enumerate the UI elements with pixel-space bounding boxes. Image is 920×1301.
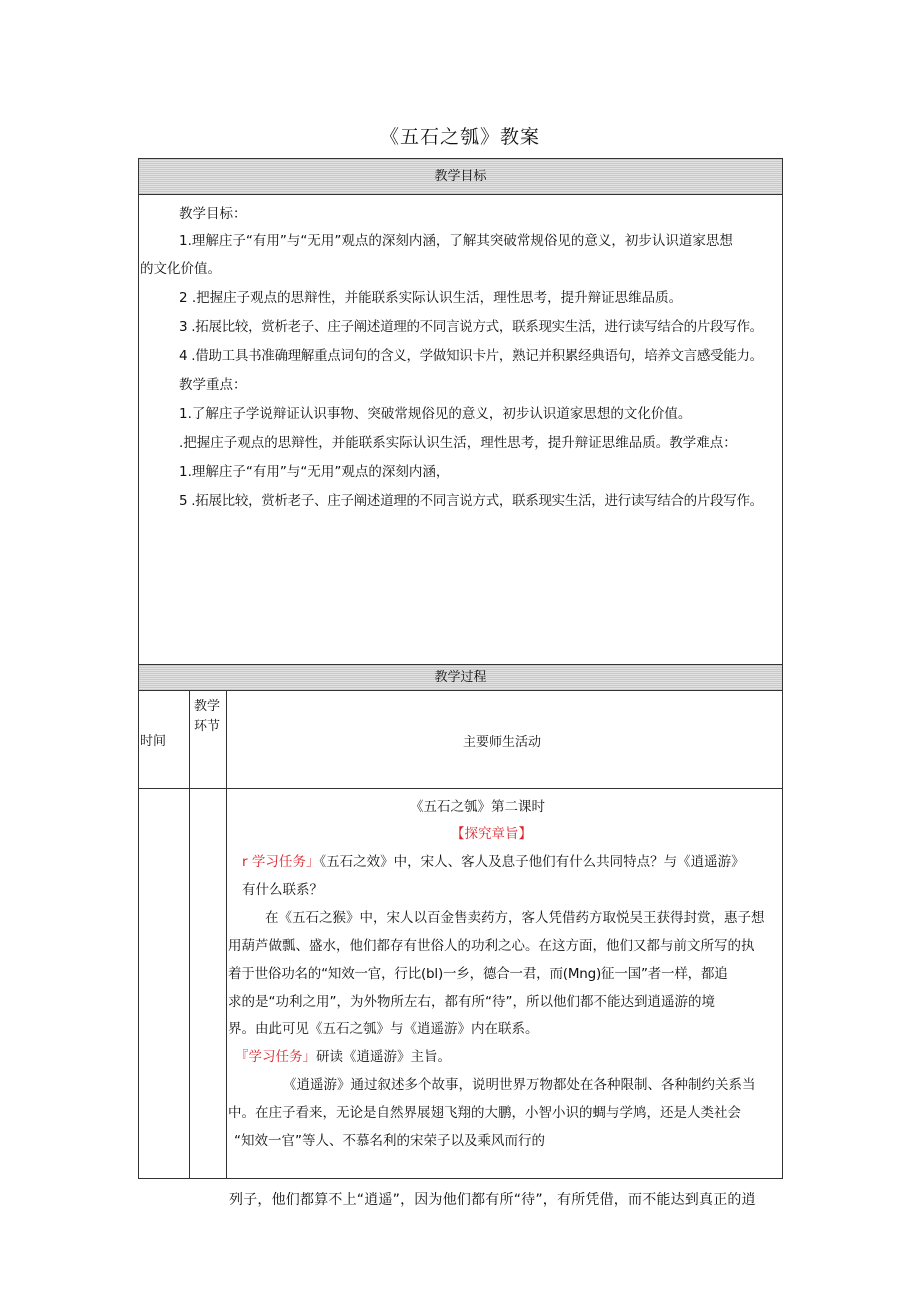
- process-header: [138, 664, 783, 691]
- task2-label: 『学习任务」: [235, 1049, 316, 1065]
- task1-label: r 学习任务」: [242, 854, 320, 870]
- objective-line: 1.理解庄子“有用”与“无用”观点的深刻内涵，了解其突破常规俗见的意义，初步认识道家思想: [179, 233, 733, 249]
- process-header-label: 教学过程: [434, 670, 487, 685]
- paragraph-line: 着于世俗功名的“知效一官，行比(bl)一乡，德合一君，而(Mng)征一国”者一样，都追: [228, 966, 728, 982]
- column-header-activity: 主要师生活动: [463, 735, 542, 750]
- objective-line: 3 .拓展比较，赏析老子、庄子阐述道理的不同言说方式，联系现实生活，进行读写结合的片段写作。: [179, 319, 763, 335]
- column-divider: [189, 690, 190, 788]
- task1-continuation: 有什么联系？: [242, 882, 323, 898]
- task2-text: 研读《逍遥游》主旨。: [316, 1049, 451, 1065]
- section-heading-red: 【探究章旨】: [451, 826, 532, 842]
- column-divider: [189, 788, 190, 1178]
- paragraph-line: 求的是“功利之用”，为外物所左右，都有所“待”，所以他们都不能达到逍遥游的境: [228, 994, 715, 1010]
- process-column-header-row: [138, 690, 783, 789]
- objective-line: 5 .拓展比较，赏析老子、庄子阐述道理的不同言说方式，联系现实生活，进行读写结合的片段写作。: [179, 493, 763, 509]
- column-header-time: 时间: [140, 734, 167, 749]
- objective-line: .把握庄子观点的思辩性，并能联系实际认识生活，理性思考，提升辩证思维品质。教学难点：: [179, 435, 737, 451]
- paragraph-line: 界。由此可见《五石之瓠》与《逍遥游》内在联系。: [228, 1021, 539, 1037]
- task1-line: [242, 852, 745, 872]
- objective-line: 教学重点：: [179, 377, 247, 393]
- objectives-body: [138, 194, 783, 665]
- task1-text: 《五石之效》中，宋人、客人及息子他们有什么共同特点？与《逍遥游》: [319, 854, 745, 870]
- paragraph-line: 《逍遥游》通过叙述多个故事，说明世界万物都处在各种限制、各种制约关系当: [283, 1077, 756, 1093]
- objectives-header: [138, 158, 783, 195]
- column-header-stage-line1: 教学: [194, 699, 221, 714]
- objectives-header-label: 教学目标: [434, 169, 487, 184]
- lesson-title: 《五石之瓠》第二课时: [410, 799, 545, 815]
- column-header-stage-line2: 环节: [194, 719, 221, 734]
- paragraph-line: 用葫芦做瓢、盛水，他们都存有世俗人的功利之心。在这方面，他们又都与前文所写的执: [228, 938, 755, 954]
- document-title: 《五石之瓠》教案: [379, 126, 540, 148]
- objective-line: 4 .借助工具书准确理解重点词句的含义，学做知识卡片，熟记并积累经典语句，培养文言感受能力。: [179, 348, 763, 364]
- task2-line: [235, 1047, 451, 1067]
- paragraph-line: 中。在庄子看来，无论是自然界展翅飞翔的大鹏，小智小识的蜩与学鸠，还是人类社会: [228, 1105, 741, 1121]
- objective-line: 教学目标：: [179, 206, 247, 222]
- column-divider: [226, 788, 227, 1178]
- paragraph-line: “知效一官”等人、不慕名利的宋荣子以及乘风而行的: [234, 1133, 545, 1149]
- objective-line: 的文化价值。: [140, 261, 221, 277]
- objective-line: 1.理解庄子“有用”与“无用”观点的深刻内涵，: [179, 464, 450, 480]
- overflow-text-line: 列子，他们都算不上“逍遥”，因为他们都有所“待”，有所凭借，而不能达到真正的逍: [229, 1192, 756, 1208]
- objective-line: 2 .把握庄子观点的思辩性，并能联系实际认识生活，理性思考，提升辩证思维品质。: [179, 290, 683, 306]
- paragraph-line: 在《五石之猴》中，宋人以百金售卖药方，客人凭借药方取悦吴王获得封赏，惠子想: [265, 910, 765, 926]
- column-divider: [226, 690, 227, 788]
- objective-line: 1.了解庄子学说辩证认识事物、突破常规俗见的意义，初步认识道家思想的文化价值。: [179, 406, 692, 422]
